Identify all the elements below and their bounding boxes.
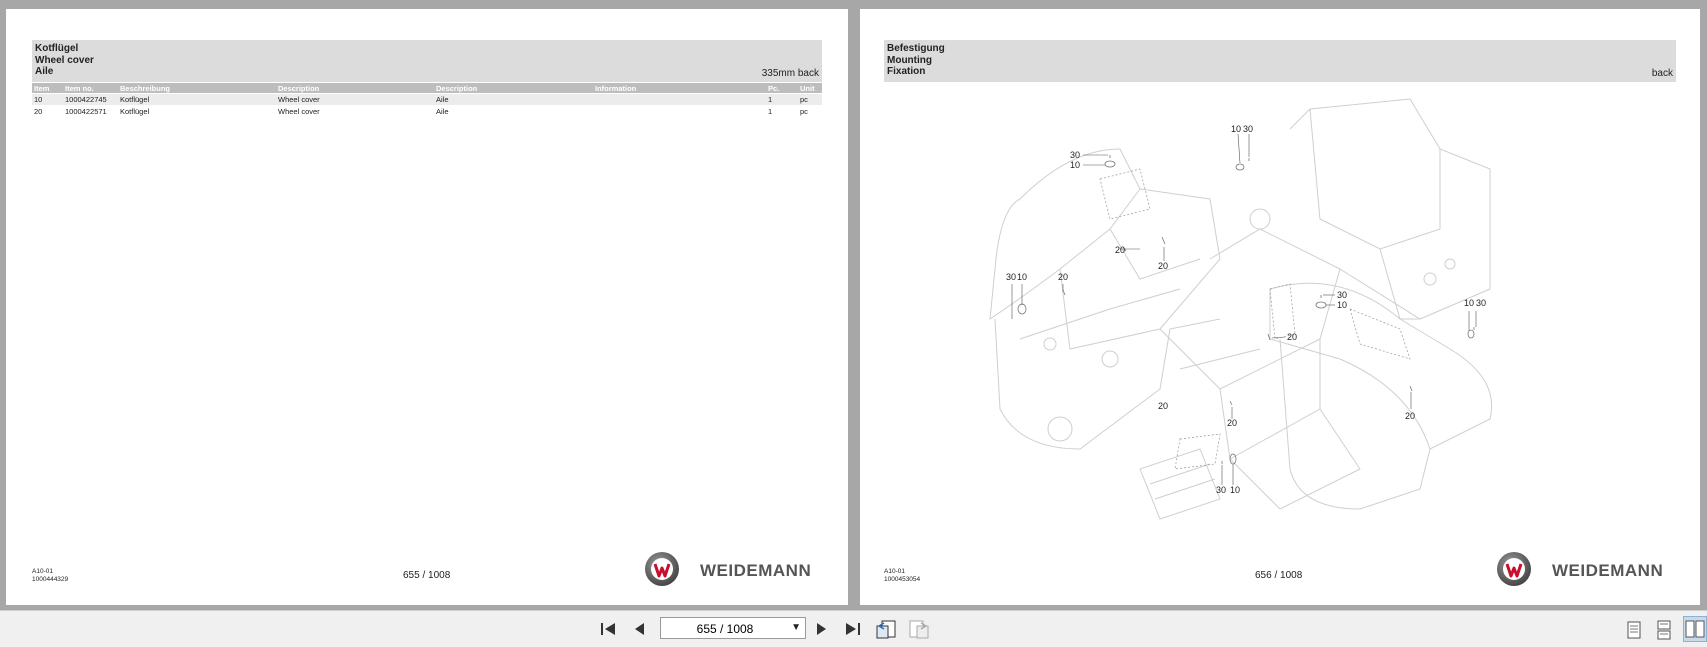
header-variant-note: back (1651, 68, 1673, 79)
brand-name: WEIDEMANN (700, 561, 812, 580)
callout-label: 30 (1070, 150, 1081, 160)
callout-label: 20 (1058, 272, 1069, 282)
callout-label: 20 (1405, 411, 1416, 421)
col-information: Information (595, 84, 637, 93)
page-number: 655 / 1008 (403, 570, 451, 581)
callout-label: 30 (1243, 124, 1254, 134)
callout-label: 20 (1227, 418, 1238, 428)
footer-code-number: 1000444329 (32, 576, 69, 583)
parts-table-header (32, 83, 822, 93)
callout-label: 30 (1006, 272, 1017, 282)
left-page (6, 9, 848, 605)
cell-description-en: Wheel cover (278, 95, 320, 104)
cell-description-en: Wheel cover (278, 107, 320, 116)
footer-code-section: A10-01 (884, 568, 905, 575)
two-page-view-icon[interactable] (1683, 616, 1707, 642)
cell-item-no: 1000422745 (65, 95, 107, 104)
brand-name: WEIDEMANN (1552, 561, 1664, 580)
go-forward-view-icon[interactable] (908, 618, 930, 640)
footer-code-number: 1000453054 (884, 576, 921, 583)
previous-page-icon[interactable] (632, 620, 648, 638)
header-title-en: Wheel cover (35, 55, 94, 66)
callout-label: 30 (1476, 298, 1487, 308)
cell-description-fr: Aile (436, 107, 449, 116)
cell-unit: pc (800, 107, 808, 116)
col-item-no: Item no. (65, 84, 94, 93)
callout-label: 10 (1231, 124, 1242, 134)
footer-code-section: A10-01 (32, 568, 53, 575)
go-back-view-icon[interactable] (875, 618, 897, 640)
section-header (32, 40, 822, 82)
cell-description-fr: Aile (436, 95, 449, 104)
last-page-icon[interactable] (844, 620, 862, 638)
col-description-fr: Description (436, 84, 478, 93)
cell-pc: 1 (768, 95, 773, 104)
col-item: Item (34, 84, 50, 93)
cell-unit: pc (800, 95, 808, 104)
footer-codes (884, 568, 920, 584)
col-unit: Unit (800, 84, 815, 93)
callout-label: 30 (1216, 485, 1227, 495)
callout-label: 10 (1337, 300, 1348, 310)
first-page-icon[interactable] (599, 620, 617, 638)
footer-codes (32, 568, 68, 584)
page-number-input[interactable] (661, 618, 789, 640)
cell-beschreibung: Kotflügel (120, 95, 150, 104)
col-beschreibung: Beschreibung (120, 84, 171, 93)
callout-label: 10 (1230, 485, 1241, 495)
col-pc: Pc. (768, 84, 780, 93)
callout-label: 20 (1158, 261, 1169, 271)
right-page (860, 9, 1700, 605)
continuous-view-icon[interactable] (1655, 620, 1673, 640)
exploded-parts-drawing (960, 89, 1520, 549)
cell-beschreibung: Kotflügel (120, 107, 150, 116)
table-row[interactable] (32, 94, 822, 105)
callout-label: 20 (1115, 245, 1126, 255)
table-row[interactable] (32, 106, 822, 117)
dropdown-icon[interactable]: ▼ (791, 622, 801, 633)
header-title-de: Befestigung (887, 43, 945, 54)
header-title-fr: Aile (35, 66, 54, 77)
cell-item: 10 (34, 95, 43, 104)
next-page-icon[interactable] (813, 620, 829, 638)
weidemann-logo-icon (1497, 552, 1531, 586)
callout-label: 30 (1337, 290, 1348, 300)
viewer-toolbar (0, 610, 1707, 647)
callout-label: 10 (1070, 160, 1081, 170)
callout-label: 10 (1017, 272, 1028, 282)
page-number: 656 / 1008 (1255, 570, 1303, 581)
cell-item-no: 1000422571 (65, 107, 107, 116)
weidemann-logo-icon (645, 552, 679, 586)
single-page-view-icon[interactable] (1626, 620, 1642, 640)
cell-item: 20 (34, 107, 43, 116)
header-title-de: Kotflügel (35, 43, 79, 54)
section-header (884, 40, 1676, 82)
header-title-en: Mounting (887, 55, 932, 66)
header-title-fr: Fixation (887, 66, 926, 77)
col-description-en: Description (278, 84, 320, 93)
callout-label: 20 (1287, 332, 1298, 342)
header-variant-note: 335mm back (761, 68, 819, 79)
cell-pc: 1 (768, 107, 773, 116)
page-number-field[interactable] (660, 617, 806, 639)
callout-label: 20 (1158, 401, 1169, 411)
callout-label: 10 (1464, 298, 1475, 308)
